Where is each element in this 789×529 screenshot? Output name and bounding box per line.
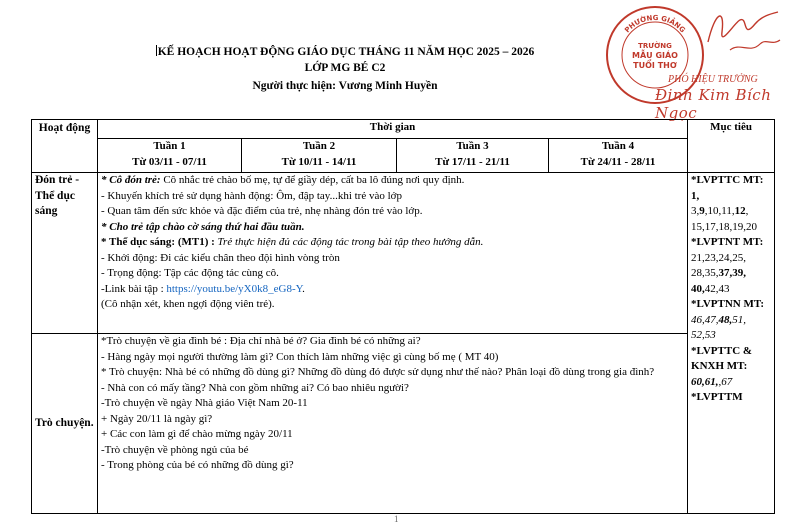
page-number: 1 [394, 514, 399, 524]
header-activity: Hoạt động [32, 120, 98, 173]
morning-content: * Cô đón trẻ: Cô nhắc trẻ chào bố mẹ, tự để giầy dép, cất ba lô đúng nơi quy định. - Khuyến khích trẻ sử dụng hành động: Ôm, đập tay...khi trẻ vào lớp - Quan tâm đến sức khỏe và đặc điểm của trẻ, nhẹ nhàng đón trẻ vào lớp. * Cho trẻ tập chào cờ sáng thứ hai đầu tuần. * Thể dục sáng: (MT1) : Trẻ thực hiện đủ các động tác trong bài tập theo hướng dẫn. - Khởi động: Đi các kiểu chân theo đội hình vòng tròn - Trọng động: Tập các động tác cùng cô. -Link bài tập : https://youtu.be/yX0k8_eG8-Y. (Cô nhận xét, khen ngợi động viên trẻ). [98, 173, 688, 334]
performer-name: Người thực hiện: Vương Minh Huyền [252, 80, 438, 92]
activity-plan-table [31, 119, 775, 514]
week-1-header: Tuần 1 Từ 03/11 - 07/11 [98, 139, 242, 173]
goals-cell: *LVPTTC MT: 1, 3,9,10,11,12, 15,17,18,19,20 *LVPTNT MT: 21,23,24,25, 28,35,37,39, 40,42,43 *LVPTNN MT: 46,47,48,51, 52,53 *LVPTTC & KNXH MT: 60,61,,67 *LVPTTM [688, 173, 775, 514]
seal-line1: TRƯỜNG [638, 42, 672, 50]
signature-role: PHÓ HIỆU TRƯỞNG [668, 74, 758, 85]
chat-content: *Trò chuyện về gia đình bé : Địa chỉ nhà bé ở? Gia đình bé có những ai? - Hàng ngày mọi người thường làm gì? Con thích làm những việc gì cùng bố mẹ ( MT 40) * Trò chuyện: Nhà bé có những đồ dùng gì? Những đồ dùng đó được sử dụng như thế nào? Phân loại đồ dùng trong gia đình? - Nhà con có mấy tầng? Nhà con gồm những ai? Có bao nhiêu người? -Trò chuyện về ngày Nhà giáo Việt Nam 20-11 + Ngày 20/11 là ngày gì? + Các con làm gì để chào mừng ngày 20/11 -Trò chuyện về phòng ngủ của bé - Trong phòng của bé có những đồ dùng gì? [98, 334, 688, 514]
class-name: LỚP MG BÉ C2 [304, 62, 386, 74]
header-goal: Mục tiêu [688, 120, 775, 173]
signature-name: Đinh Kim Bích Ngọc [655, 86, 772, 122]
seal-arc-text: PHƯỜNG GIẢNG [623, 13, 687, 35]
text-cursor [156, 45, 157, 56]
week-3-header: Tuần 3 Từ 17/11 - 21/11 [397, 139, 549, 173]
svg-text:PHƯỜNG GIẢNG [623, 14, 687, 35]
seal-line3: TUỔI THƠ [633, 61, 677, 70]
week-4-header: Tuần 4 Từ 24/11 - 28/11 [549, 139, 688, 173]
signature-scribble-icon [700, 2, 785, 62]
activity-morning: Đón trẻ - Thể dục sáng [32, 173, 98, 334]
seal-line2: MẪU GIÁO [632, 51, 678, 60]
activity-chat: Trò chuyện. [32, 334, 98, 514]
plan-title: KẾ HOẠCH HOẠT ĐỘNG GIÁO DỤC THÁNG 11 NĂM HỌC 2025 – 2026 [157, 46, 535, 58]
week-2-header: Tuần 2 Từ 10/11 - 14/11 [242, 139, 397, 173]
header-time: Thời gian [98, 120, 688, 139]
document-header [150, 44, 540, 94]
exercise-video-link[interactable]: https://youtu.be/yX0k8_eG8-Y [166, 282, 303, 295]
